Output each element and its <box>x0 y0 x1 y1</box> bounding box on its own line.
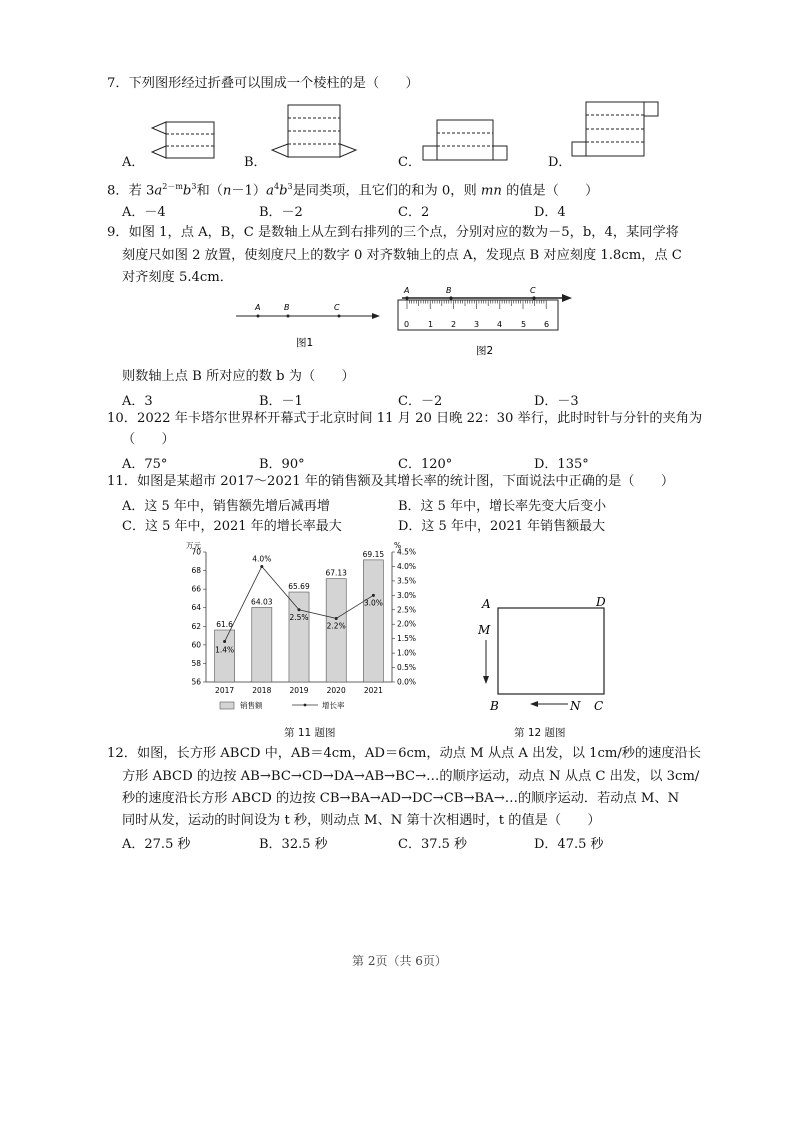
right-axis-tick-label: 2.0% <box>397 619 417 629</box>
legend-label-sales: 销售额 <box>240 701 263 710</box>
fig2-label-c: C <box>530 286 536 295</box>
fig2-label-b: B <box>446 286 452 295</box>
right-axis-tick-label: 0.5% <box>397 663 417 673</box>
sales-bar <box>363 560 383 682</box>
sales-bar-label: 69.15 <box>362 549 385 559</box>
fig2-caption: 图2 <box>476 345 494 357</box>
legend-marker-growth <box>304 704 307 707</box>
fig12-label-a: A <box>482 597 491 611</box>
legend-label-growth: 增长率 <box>322 701 345 710</box>
q12-line-3: 秒的速度沿长方形 ABCD 的边按 CB→BA→AD→DC→CB→BA→…的顺序运动．若动点 M、N <box>122 791 680 806</box>
page-footer: 第 2页（共 6页） <box>352 954 447 968</box>
q7-figure-b <box>268 103 358 163</box>
q12-option-b[interactable]: B．32.5 秒 <box>259 837 328 852</box>
left-axis-unit: 万元 <box>186 541 201 550</box>
q7-option-c[interactable]: C． <box>398 155 421 170</box>
fig2-tick-1: 1 <box>428 320 434 329</box>
q9-question: 则数轴上点 B 所对应的数 b 为（ ） <box>122 369 355 384</box>
q10-option-d[interactable]: D．135° <box>534 457 589 472</box>
sales-growth-chart <box>180 538 440 718</box>
q7-figure-a <box>150 118 220 168</box>
left-axis-tick-label: 58 <box>191 658 201 668</box>
x-tick-label: 2021 <box>363 686 383 695</box>
fig2-tick-6: 6 <box>544 320 550 329</box>
fig2-label-a: A <box>404 286 410 295</box>
q8-option-a[interactable]: A．－4 <box>122 205 166 220</box>
growth-rate-label: 1.4% <box>215 645 235 655</box>
q7-figure-d <box>570 100 670 162</box>
right-axis-tick-label: 4.0% <box>397 561 417 571</box>
fig2-tick-5: 5 <box>521 320 527 329</box>
right-axis-tick-label: 4.5% <box>397 547 417 557</box>
left-axis-tick-label: 62 <box>191 621 201 631</box>
fig1-label-c: C <box>334 303 340 312</box>
q9-option-a[interactable]: A．3 <box>122 394 153 409</box>
q7-figure-c <box>422 118 512 163</box>
left-axis-tick-label: 64 <box>191 603 201 613</box>
q10-line-2: （ ） <box>122 432 175 447</box>
right-axis-tick-label: 3.0% <box>397 590 417 600</box>
fig2-tick-0: 0 <box>404 320 410 329</box>
left-axis-tick-label: 56 <box>191 677 201 687</box>
left-axis-tick-label: 70 <box>191 547 201 557</box>
growth-rate-point <box>372 594 375 597</box>
q11-stem: 11．如图是某超市 2017～2021 年的销售额及其增长率的统计图，下面说法中正确的是（ ） <box>107 474 675 489</box>
fig12-label-d: D <box>596 595 606 609</box>
q12-line-4: 同时从发，运动的时间设为 t 秒，则动点 M、N 第十次相遇时，t 的值是（ ） <box>122 813 601 828</box>
q11-option-b[interactable]: B．这 5 年中，增长率先变大后变小 <box>398 499 607 514</box>
q12-line-2: 方形 ABCD 的边按 AB→BC→CD→DA→AB→BC→…的顺序运动，动点 N 从点 C 出发，以 3cm/ <box>122 769 700 784</box>
growth-rate-label: 2.2% <box>326 621 346 631</box>
q7-stem: 7．下列图形经过折叠可以围成一个棱柱的是（ ） <box>107 76 419 91</box>
sales-bar-label: 64.03 <box>251 597 273 607</box>
q9-option-d[interactable]: D．－3 <box>534 394 579 409</box>
q8-stem: 8．若 $3a^{2-m}b^3$和$(n-1)a^4b^3$是同类项，且它们的和为 0，则 mn 的值是（ ） <box>107 182 599 199</box>
sales-bar <box>289 592 309 682</box>
fig2-tick-3: 3 <box>474 320 480 329</box>
sales-bar-label: 61.6 <box>216 620 233 629</box>
q12-option-a[interactable]: A．27.5 秒 <box>122 837 191 852</box>
sales-bar-label: 65.69 <box>288 582 310 592</box>
q9-line-2: 刻度尺如图 2 放置，使刻度尺上的数字 0 对齐数轴上的点 A，发现点 B 对应刻度 1.8cm，点 C <box>122 248 682 263</box>
growth-rate-point <box>223 640 226 643</box>
right-axis-tick-label: 1.0% <box>397 648 417 658</box>
q12-figure-caption: 第 12 题图 <box>514 727 566 739</box>
left-axis-tick-label: 68 <box>191 566 201 576</box>
right-axis-tick-label: 0.0% <box>397 677 417 687</box>
q11-figure-caption: 第 11 题图 <box>284 727 336 739</box>
right-axis-tick-label: 3.5% <box>397 576 417 586</box>
q11-option-d[interactable]: D．这 5 年中，2021 年销售额最大 <box>398 519 606 534</box>
growth-rate-label: 2.5% <box>289 612 309 622</box>
right-axis-tick-label: 1.5% <box>397 634 417 644</box>
q12-option-d[interactable]: D．47.5 秒 <box>534 837 604 852</box>
fig2-tick-4: 4 <box>497 320 503 329</box>
legend-swatch-sales <box>220 702 234 709</box>
q12-figure <box>478 596 618 716</box>
fig12-label-m: M <box>478 623 491 637</box>
sales-bar <box>252 607 272 682</box>
x-tick-label: 2020 <box>326 686 346 695</box>
growth-rate-label: 3.0% <box>363 598 383 608</box>
fig12-label-b: B <box>490 699 499 713</box>
fig1-label-a: A <box>255 303 261 312</box>
q9-option-c[interactable]: C．－2 <box>398 394 443 409</box>
q8-option-b[interactable]: B．－2 <box>259 205 303 220</box>
fig12-label-c: C <box>594 699 604 713</box>
q7-option-b[interactable]: B． <box>244 155 267 170</box>
q9-option-b[interactable]: B．－1 <box>259 394 303 409</box>
q8-option-c[interactable]: C．2 <box>398 205 430 220</box>
right-axis-tick-label: 2.5% <box>397 605 417 615</box>
fig1-label-b: B <box>284 303 290 312</box>
q10-option-a[interactable]: A．75° <box>122 457 168 472</box>
left-axis-tick-label: 66 <box>191 584 201 594</box>
q7-option-a[interactable]: A． <box>122 155 145 170</box>
q9-figure-2 <box>394 284 574 362</box>
q11-option-c[interactable]: C．这 5 年中，2021 年的增长率最大 <box>122 519 342 534</box>
fig1-caption: 图1 <box>296 337 314 349</box>
x-tick-label: 2017 <box>215 686 235 695</box>
q11-option-a[interactable]: A．这 5 年中，销售额先增后减再增 <box>122 499 330 514</box>
q10-option-b[interactable]: B．90° <box>259 457 305 472</box>
left-axis-tick-label: 60 <box>191 640 201 650</box>
q9-line-3: 对齐刻度 5.4cm． <box>122 270 233 285</box>
growth-rate-point <box>260 565 263 568</box>
fig12-label-n: N <box>570 699 581 713</box>
q8-option-d[interactable]: D．4 <box>534 205 566 220</box>
q9-figure-1 <box>236 296 386 352</box>
x-tick-label: 2018 <box>252 686 272 695</box>
q10-option-c[interactable]: C．120° <box>398 457 453 472</box>
q10-line-1: 10．2022 年卡塔尔世界杯开幕式于北京时间 11 月 20 日晚 22：30 举行，此时时针与分针的夹角为 <box>107 411 703 426</box>
q9-line-1: 9．如图 1，点 A，B，C 是数轴上从左到右排列的三个点，分别对应的数为－5，b，4，某同学将 <box>107 225 679 240</box>
right-axis-unit: % <box>394 541 402 550</box>
sales-bar <box>215 630 235 682</box>
q12-line-1: 12．如图，长方形 ABCD 中，AB＝4cm，AD＝6cm，动点 M 从点 A 出发，以 1cm/秒的速度沿长 <box>107 746 701 761</box>
sales-bar-label: 67.13 <box>325 568 347 578</box>
x-tick-label: 2019 <box>289 686 309 695</box>
growth-rate-label: 4.0% <box>252 554 272 564</box>
q7-option-d[interactable]: D． <box>548 155 572 170</box>
fig2-tick-2: 2 <box>451 320 457 329</box>
q12-option-c[interactable]: C．37.5 秒 <box>398 837 468 852</box>
growth-rate-point <box>298 608 301 611</box>
growth-rate-point <box>335 617 338 620</box>
